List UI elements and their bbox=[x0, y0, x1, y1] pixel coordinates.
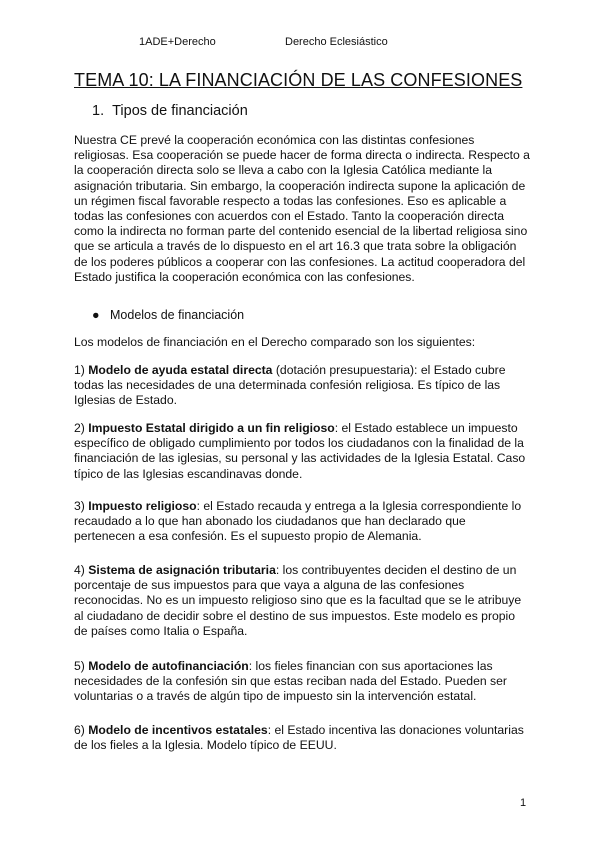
header-course: 1ADE+Derecho bbox=[139, 36, 216, 48]
model-number: 3) bbox=[74, 499, 89, 513]
model-number: 5) bbox=[74, 659, 89, 673]
model-term: Modelo de autofinanciación bbox=[88, 659, 249, 673]
model-number: 4) bbox=[74, 563, 89, 577]
model-description: : el Estado incentiva las donaciones voluntarias de los fieles a la Iglesia. Modelo típico de EEUU. bbox=[74, 723, 524, 753]
model-description: : el Estado recauda y entrega a la Iglesia correspondiente lo recaudado a lo que han abonado los ciudadanos que han declarado que pertenecen a esa confesión. Es el supuesto propio de Alemania. bbox=[74, 499, 522, 544]
section-heading bbox=[92, 103, 248, 119]
model-item-1 bbox=[74, 363, 530, 409]
bullet-label: Modelos de financiación bbox=[110, 308, 245, 322]
section-number: 1. bbox=[92, 103, 105, 119]
model-item-4 bbox=[74, 563, 530, 639]
model-description: (dotación presupuestaria): el Estado cubre todas las necesidades de una determinada confesión religiosa. Es típico de las Iglesias de Estado. bbox=[74, 363, 506, 408]
bullet-heading bbox=[92, 308, 244, 322]
document-title: TEMA 10: LA FINANCIACIÓN DE LAS CONFESIONES bbox=[74, 70, 523, 90]
model-term: Sistema de asignación tributaria bbox=[88, 563, 276, 577]
model-term: Impuesto religioso bbox=[88, 499, 197, 513]
section-label: Tipos de financiación bbox=[112, 103, 248, 119]
model-item-5 bbox=[74, 659, 530, 705]
model-item-2 bbox=[74, 421, 530, 482]
model-number: 2) bbox=[74, 421, 89, 435]
bullet-dot: ● bbox=[92, 308, 100, 322]
model-number: 1) bbox=[74, 363, 89, 377]
model-description: : los contribuyentes deciden el destino de un porcentaje de sus impuestos para que vaya a alguna de las confesiones reconocidas. No es un impuesto religioso sino que es la facultad que se le atribuye al ciudadano de decidir sobre el destino de sus impuestos. Este modelo es propio de países como Italia o España. bbox=[74, 563, 522, 638]
model-term: Modelo de ayuda estatal directa bbox=[88, 363, 273, 377]
model-number: 6) bbox=[74, 723, 89, 737]
model-item-3 bbox=[74, 499, 530, 545]
model-item-6 bbox=[74, 723, 530, 753]
model-description: : el Estado establece un impuesto específico de obligado cumplimiento por todos los ciudadanos con la finalidad de la financiación de las iglesias, su personal y las actividades de la Iglesia Estatal. Caso típico de las Iglesias escandinavas donde. bbox=[74, 421, 526, 481]
model-description: : los fieles financian con sus aportaciones las necesidades de la confesión sin que estas reciban nada del Estado. Pueden ser voluntarias o a través de algún tipo de impuesto sin la intervención estatal. bbox=[74, 659, 507, 704]
header-subject: Derecho Eclesiástico bbox=[285, 36, 388, 48]
intro-paragraph: Nuestra CE prevé la cooperación económica con las distintas confesiones religiosas. Esa cooperación se puede hacer de forma directa o indirecta. Respecto a la cooperación directa solo se lleva a cabo con la Iglesia Católica mediante la asignación tributaria. Sin embargo, la cooperación indirecta supone la aplicación de un régimen fiscal favorable respecto a todas las confesiones. Eso es aplicable a todas las confesiones con acuerdos con el Estado. Tanto la cooperación directa como la indirecta no forman parte del contenido esencial de la libertad religiosa sino que se articula a través de lo dispuesto en el art 16.3 que trata sobre la obligación de los poderes públicos a cooperar con las confesiones. La actitud cooperadora del Estado justifica la cooperación económica con las confesiones. bbox=[74, 133, 530, 284]
model-term: Modelo de incentivos estatales bbox=[88, 723, 268, 737]
models-intro-paragraph: Los modelos de financiación en el Derecho comparado son los siguientes: bbox=[74, 335, 476, 349]
page-number: 1 bbox=[520, 797, 527, 809]
model-term: Impuesto Estatal dirigido a un fin religioso bbox=[88, 421, 335, 435]
